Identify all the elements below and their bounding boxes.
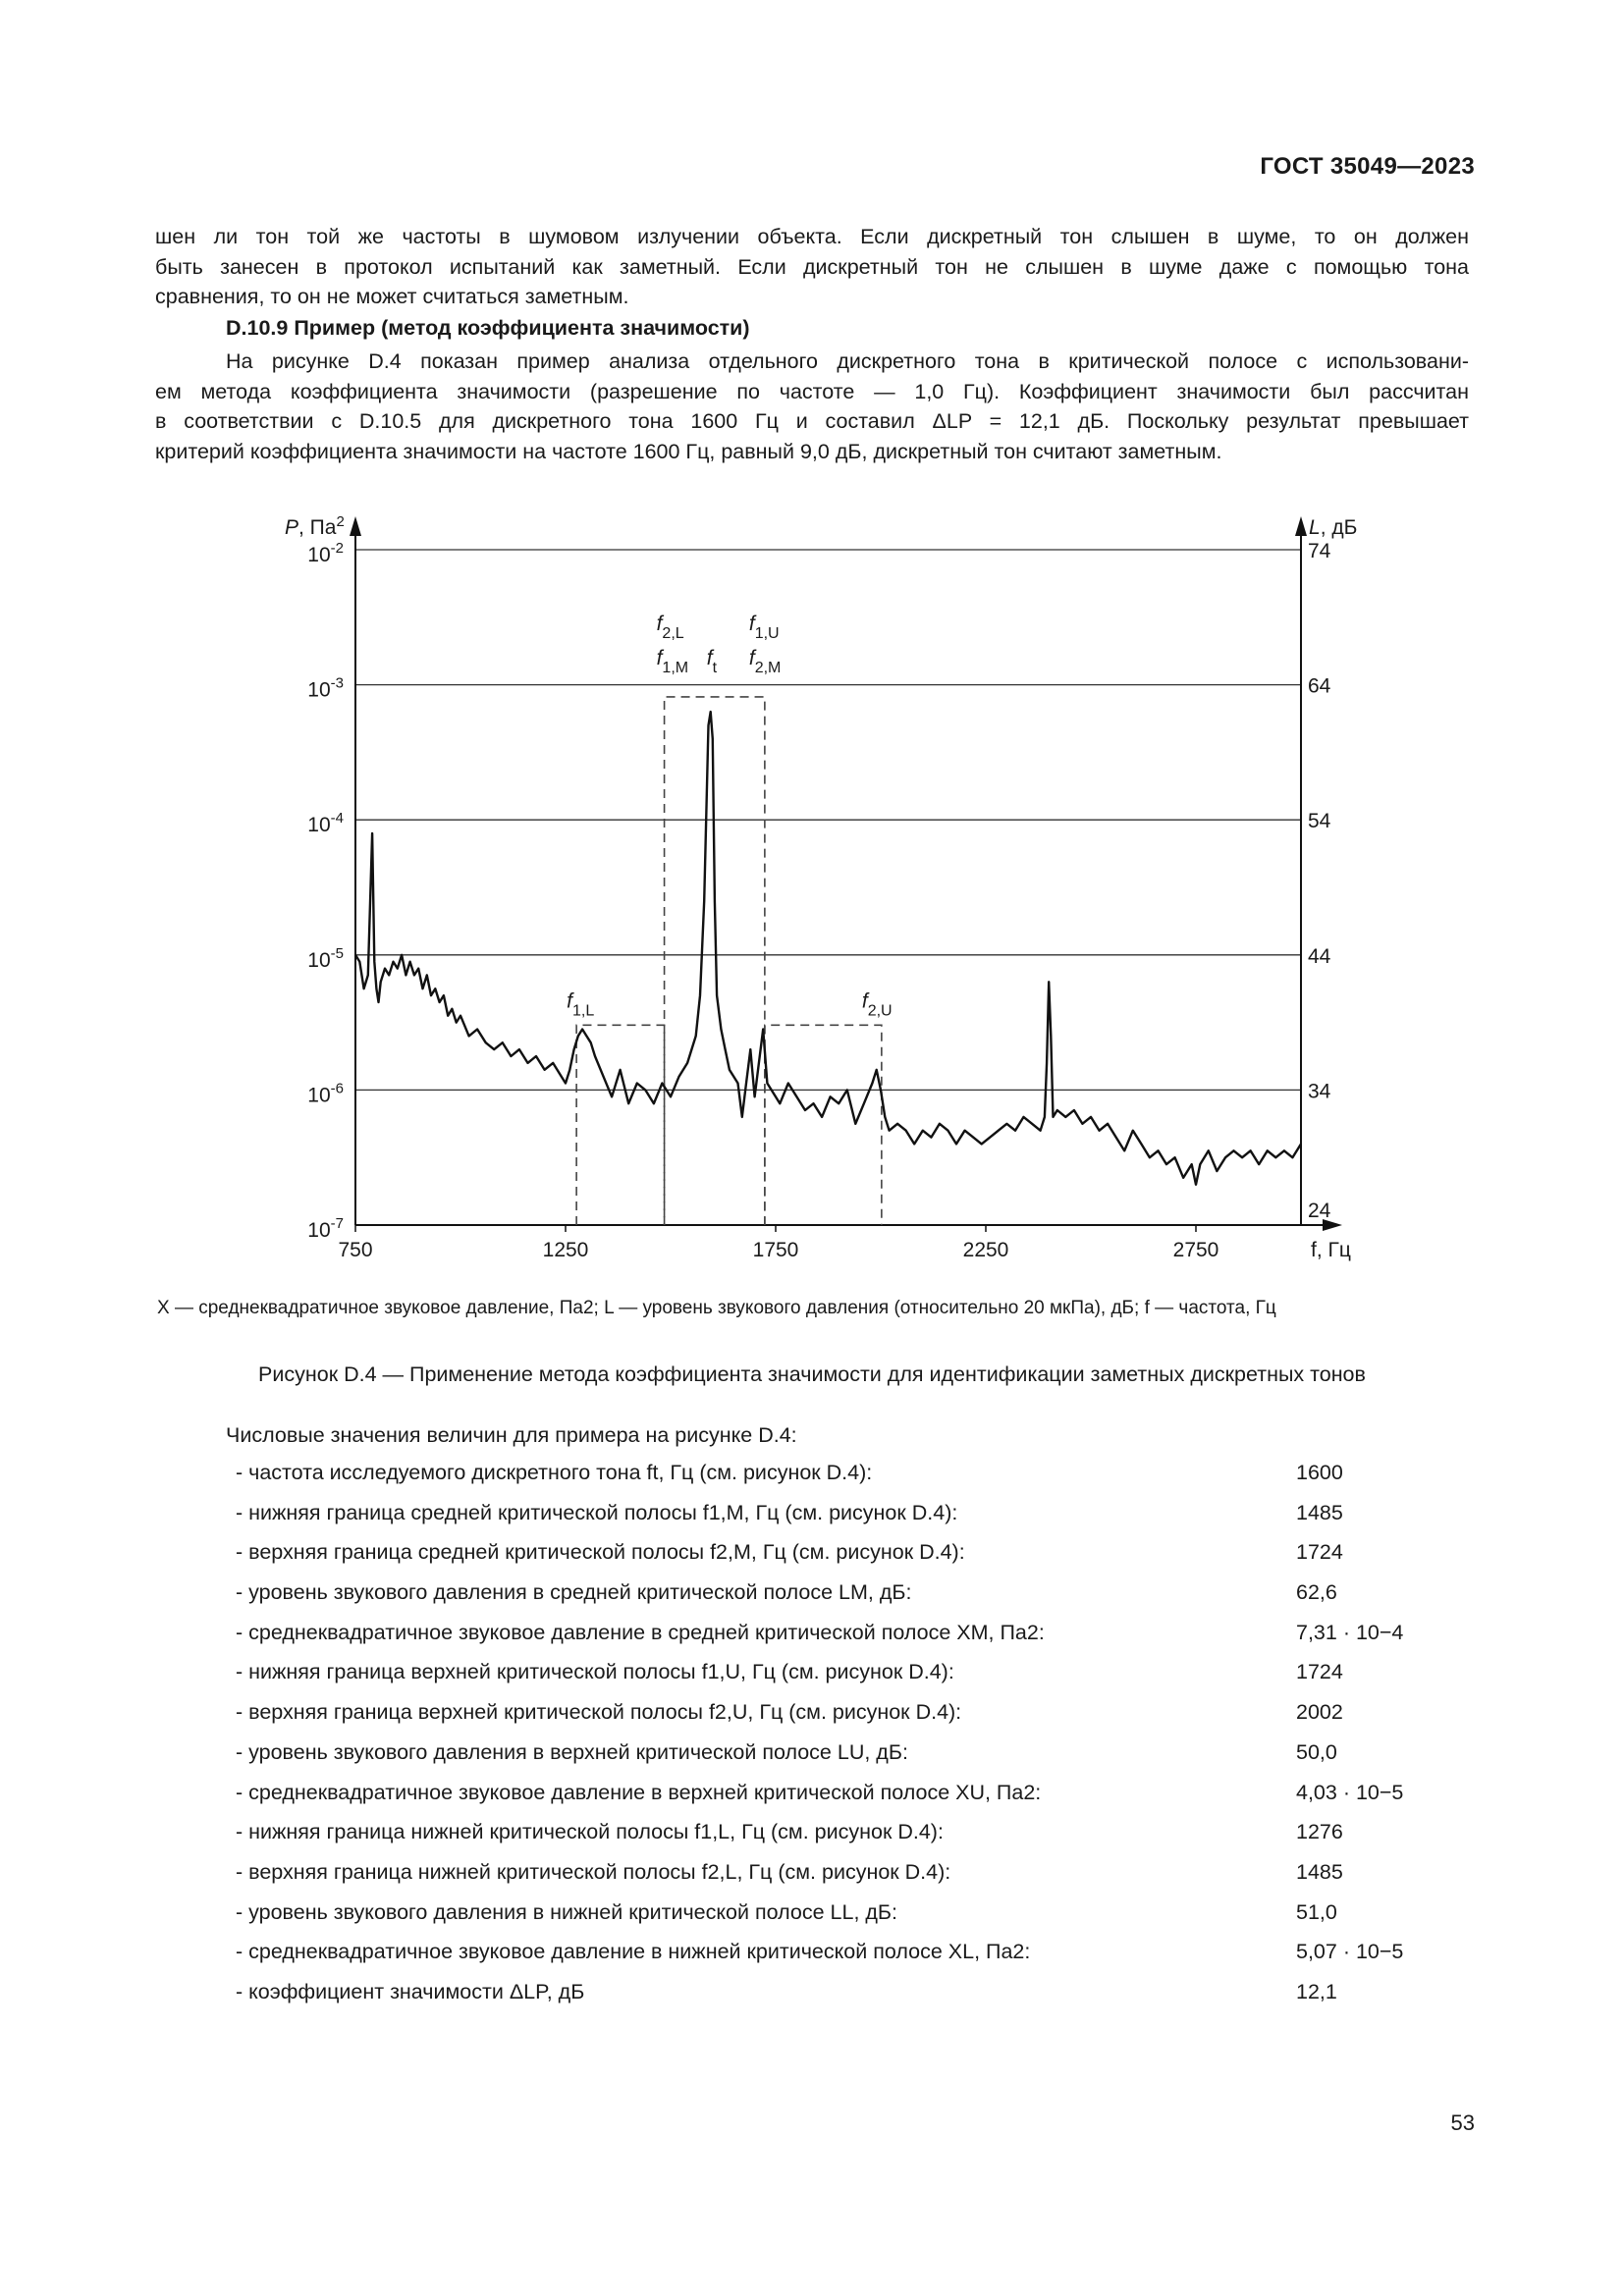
value-label: - верхняя граница средней критической полосы f2,M, Гц (см. рисунок D.4): [236, 1540, 965, 1565]
label-f1U: $f_{1,U}$ [748, 612, 780, 642]
value-label: - уровень звукового давления в средней критической полосе LM, дБ: [236, 1580, 912, 1605]
value-number: 1600 [1296, 1461, 1343, 1484]
value-row [226, 1972, 1453, 2012]
y-axis-left-arrow [350, 516, 361, 536]
paragraph-1 [155, 222, 1469, 312]
y-right-tick-label: 24 [1308, 1200, 1331, 1222]
chart-svg [236, 491, 1365, 1286]
value-row [226, 1733, 1453, 1773]
label-ft: $f_t$ [706, 646, 718, 676]
numeric-values-list [226, 1418, 1453, 2012]
y-left-tick-label: $10^{-3}$ [307, 674, 344, 702]
value-number: 2002 [1296, 1700, 1343, 1725]
section-title: D.10.9 Пример (метод коэффициента значимости) [226, 316, 750, 340]
value-number: 12,1 [1296, 1979, 1337, 2003]
value-label: - уровень звукового давления в нижней критической полосе LL, дБ: [236, 1899, 898, 1924]
y-axis-left-label: P, $Па^2$ [285, 513, 345, 539]
paragraph-line: сравнения, то он не может считаться заметным. [155, 285, 629, 308]
value-row [226, 1613, 1453, 1653]
band-lower [576, 1025, 664, 1225]
value-number: 51,0 [1296, 1899, 1337, 1924]
value-row [226, 1652, 1453, 1692]
y-axis-right-label: L, дБ [1309, 516, 1358, 539]
value-row [226, 1453, 1453, 1493]
value-label: - нижняя граница средней критической полосы f1,M, Гц (см. рисунок D.4): [236, 1500, 958, 1524]
values-intro: Числовые значения величин для примера на рисунке D.4: [226, 1423, 797, 1447]
x-tick-label: 1750 [752, 1239, 799, 1261]
value-row [226, 1852, 1453, 1893]
value-number: 1485 [1296, 1859, 1343, 1884]
paragraph-line: шен ли тон той же частоты в шумовом излучении объекта. Если дискретный тон слышен в шуме, то он должен [155, 225, 1469, 248]
value-row [226, 1773, 1453, 1813]
y-right-tick-label: 54 [1308, 810, 1331, 833]
x-tick-label: 750 [338, 1239, 373, 1261]
y-left-tick-label: $10^{-6}$ [307, 1080, 344, 1107]
value-label: - коэффициент значимости ΔLP, дБ [236, 1979, 585, 2003]
label-f2U: $f_{2,U}$ [861, 989, 893, 1020]
paragraph-line: критерий коэффициента значимости на частоте 1600 Гц, равный 9,0 дБ, дискретный тон считают заметным. [155, 439, 1222, 463]
value-number: 1276 [1296, 1820, 1343, 1844]
paragraph-line: ем метода коэффициента значимости (разрешение по частоте — 1,0 Гц). Коэффициент значимости был рассчитан [155, 379, 1469, 403]
value-label: - частота исследуемого дискретного тона ft, Гц (см. рисунок D.4): [236, 1461, 873, 1484]
y-left-tick-label: $10^{-4}$ [307, 810, 344, 837]
spectrum-line [355, 712, 1301, 1185]
value-number: 5,07 · 10−5 [1296, 1940, 1404, 1964]
y-right-tick-label: 74 [1308, 540, 1331, 562]
paragraph-2 [155, 347, 1469, 466]
y-right-tick-label: 34 [1308, 1080, 1331, 1103]
y-left-tick-label: $10^{-5}$ [307, 944, 344, 972]
value-row [226, 1532, 1453, 1573]
label-f1L: $f_{1,L}$ [567, 989, 595, 1020]
value-row [226, 1893, 1453, 1933]
value-label: - среднеквадратичное звуковое давление в нижней критической полосе XL, Па2: [236, 1940, 1031, 1964]
value-row [226, 1812, 1453, 1852]
value-row [226, 1932, 1453, 1972]
value-row [226, 1493, 1453, 1533]
value-row [226, 1573, 1453, 1613]
value-number: 1724 [1296, 1540, 1343, 1565]
figure-caption: Рисунок D.4 — Применение метода коэффициента значимости для идентификации заметных дискретных тонов [258, 1362, 1366, 1386]
value-number: 62,6 [1296, 1580, 1337, 1605]
x-tick-label: 1250 [542, 1239, 589, 1261]
y-left-tick-label: $10^{-2}$ [307, 540, 344, 566]
label-f2L: $f_{2,L}$ [656, 612, 684, 642]
spectrum-chart [236, 491, 1365, 1286]
value-label: - среднеквадратичное звуковое давление в верхней критической полосе XU, Па2: [236, 1780, 1042, 1804]
value-label: - нижняя граница нижней критической полосы f1,L, Гц (см. рисунок D.4): [236, 1820, 944, 1844]
value-label: - верхняя граница верхней критической полосы f2,U, Гц (см. рисунок D.4): [236, 1700, 962, 1725]
y-axis-right-arrow [1295, 516, 1307, 536]
value-label: - среднеквадратичное звуковое давление в средней критической полосе XM, Па2: [236, 1620, 1045, 1644]
y-right-tick-label: 64 [1308, 674, 1331, 698]
label-f2M: $f_{2,M}$ [748, 646, 782, 676]
page-number: 53 [1450, 2110, 1475, 2135]
value-row [226, 1692, 1453, 1733]
value-number: 50,0 [1296, 1739, 1337, 1764]
label-f1M: $f_{1,M}$ [656, 646, 689, 676]
y-right-tick-label: 44 [1308, 944, 1331, 968]
y-left-tick-label: $10^{-7}$ [307, 1215, 344, 1242]
value-label: - уровень звукового давления в верхней критической полосе LU, дБ: [236, 1739, 908, 1764]
value-label: - верхняя граница нижней критической полосы f2,L, Гц (см. рисунок D.4): [236, 1859, 951, 1884]
value-number: 1724 [1296, 1660, 1343, 1684]
x-tick-label: 2750 [1172, 1239, 1219, 1261]
value-number: 4,03 · 10−5 [1296, 1780, 1404, 1804]
band-middle [665, 697, 765, 1225]
document-code: ГОСТ 35049—2023 [1260, 153, 1475, 180]
value-number: 1485 [1296, 1500, 1343, 1524]
paragraph-line: На рисунке D.4 показан пример анализа отдельного дискретного тона в критической полосе с использовани- [226, 349, 1469, 373]
band-upper [765, 1025, 882, 1225]
value-label: - нижняя граница верхней критической полосы f1,U, Гц (см. рисунок D.4): [236, 1660, 954, 1684]
paragraph-line: быть занесен в протокол испытаний как заметный. Если дискретный тон не слышен в шуме даже с помощью тона [155, 254, 1469, 279]
x-axis-label: f, Гц [1311, 1239, 1351, 1261]
x-tick-label: 2250 [962, 1239, 1009, 1261]
figure-legend: X — среднеквадратичное звуковое давление, Па2; L — уровень звукового давления (относительно 20 мкПа), дБ; f — частота, Гц [157, 1298, 1276, 1318]
value-number: 7,31 · 10−4 [1296, 1620, 1404, 1644]
paragraph-line: в соответствии с D.10.5 для дискретного тона 1600 Гц и составил ΔLP = 12,1 дБ. Поскольку результат превышает [155, 409, 1469, 433]
